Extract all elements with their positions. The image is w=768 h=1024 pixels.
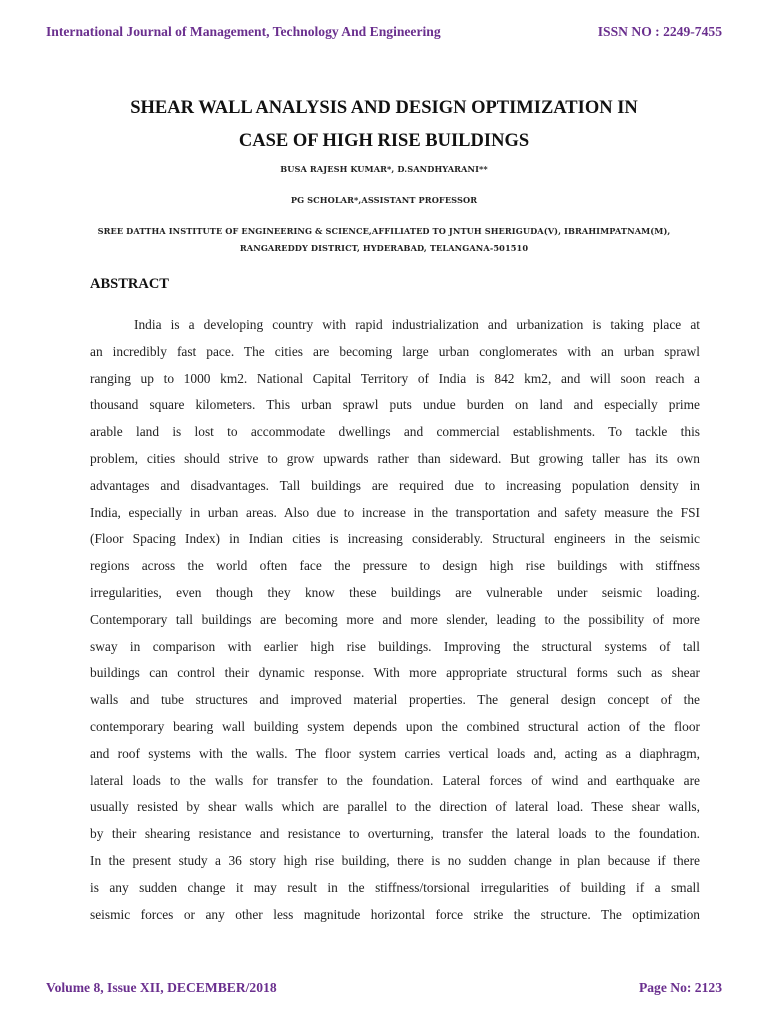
abstract-line: sway in comparison with earlier high rise buildings. Improving the structural systems of tall bbox=[90, 638, 700, 654]
abstract-line: In the present study a 36 story high rise building, there is no sudden change in plan because if there bbox=[90, 852, 700, 868]
abstract-line: arable land is lost to accommodate dwellings and commercial establishments. To tackle this bbox=[90, 424, 700, 440]
abstract-line: is any sudden change it may result in the stiffness/torsional irregularities of building if a small bbox=[90, 879, 700, 895]
abstract-body bbox=[90, 312, 700, 928]
abstract-line: advantages and disadvantages. Tall buildings are required due to increasing population density in bbox=[90, 477, 700, 493]
volume-issue: Volume 8, Issue XII, DECEMBER/2018 bbox=[46, 980, 277, 995]
title-line-2: CASE OF HIGH RISE BUILDINGS bbox=[238, 131, 530, 151]
running-header bbox=[46, 24, 722, 40]
journal-name: International Journal of Management, Technology And Engineering bbox=[46, 24, 441, 39]
abstract-line: an incredibly fast pace. The cities are becoming large urban conglomerates with an urban sprawl bbox=[90, 343, 700, 359]
abstract-line: seismic forces or any other less magnitude horizontal force strike the structure. The optimization bbox=[90, 906, 700, 922]
title-line-1: SHEAR WALL ANALYSIS AND DESIGN OPTIMIZATION IN bbox=[130, 98, 638, 118]
abstract-line: India, especially in urban areas. Also due to increase in the transportation and safety measure the FSI bbox=[90, 504, 700, 520]
abstract-line: thousand square kilometers. This urban sprawl puts undue burden on land and especially prime bbox=[90, 397, 700, 413]
abstract-line: ranging up to 1000 km2. National Capital Territory of India is 842 km2, and will soon reach a bbox=[90, 370, 700, 386]
abstract-line: irregularities, even though they know these buildings are vulnerable under seismic loading. bbox=[90, 584, 700, 600]
abstract-line: problem, cities should strive to grow upwards rather than sideward. But growing taller has its own bbox=[90, 450, 700, 466]
abstract-line: and roof systems with the walls. The floor system carries vertical loads and, acting as a diaphragm, bbox=[90, 745, 700, 761]
issn-number: ISSN NO : 2249-7455 bbox=[597, 24, 722, 39]
author-roles: PG SCHOLAR*,ASSISTANT PROFESSOR bbox=[290, 195, 478, 205]
running-footer bbox=[46, 980, 722, 996]
affiliation-line-1: SREE DATTHA INSTITUTE OF ENGINEERING & SCIENCE,AFFILIATED TO JNTUH SHERIGUDA(V), IBRAHIMPATNAM(M), bbox=[97, 226, 671, 236]
abstract-line: by their shearing resistance and resistance to overturning, transfer the lateral loads to the foundation. bbox=[90, 826, 700, 842]
abstract-line: regions across the world often face the pressure to design high rise buildings with stiffness bbox=[90, 558, 700, 574]
abstract-line: lateral loads to the walls for transfer to the foundation. Lateral forces of wind and earthquake are bbox=[90, 772, 700, 788]
abstract-line: Contemporary tall buildings are becoming more and more slender, leading to the possibility of more bbox=[90, 611, 700, 627]
abstract-line: India is a developing country with rapid industrialization and urbanization is taking place at bbox=[134, 317, 700, 332]
author-list: BUSA RAJESH KUMAR*, D.SANDHYARANI** bbox=[280, 164, 488, 174]
affiliation-line-2: RANGAREDDY DISTRICT, HYDERABAD, TELANGANA-501510 bbox=[239, 243, 529, 253]
abstract-line: walls and tube structures and improved material properties. The general design concept of the bbox=[90, 692, 700, 708]
abstract-line: usually resisted by shear walls which are parallel to the direction of lateral load. These shear walls, bbox=[90, 799, 700, 815]
abstract-line: buildings can control their dynamic response. With more appropriate structural forms such as shear bbox=[90, 665, 700, 681]
abstract-line: contemporary bearing wall building system depends upon the combined structural action of the floor bbox=[90, 718, 700, 734]
abstract-line: (Floor Spacing Index) in Indian cities is increasing considerably. Structural engineers in the seismic bbox=[90, 531, 700, 547]
paper-title bbox=[40, 92, 728, 158]
page-number: Page No: 2123 bbox=[638, 980, 722, 995]
abstract-heading: ABSTRACT bbox=[90, 276, 169, 292]
